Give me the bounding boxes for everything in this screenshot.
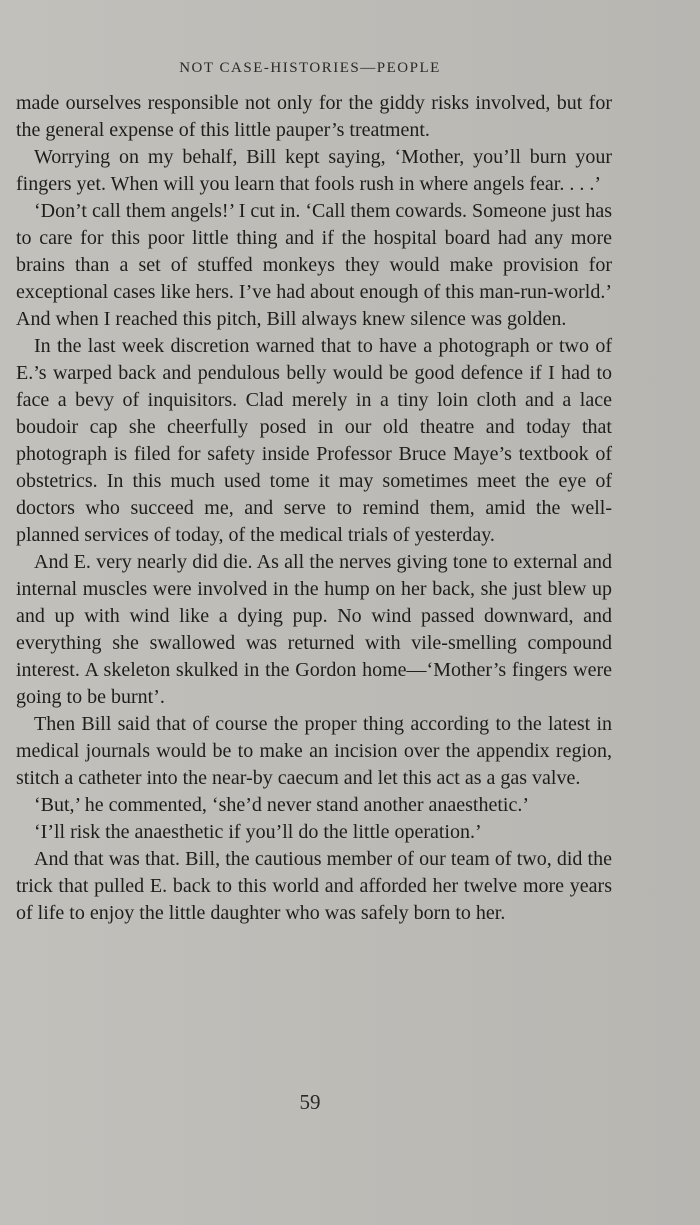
paragraph: ‘I’ll risk the anaesthetic if you’ll do the little operation.’ [34, 821, 482, 843]
paragraph-continuation: made ourselves responsible not only for the giddy risks involved, but for the general expense of this little pauper’s treatment. [16, 92, 612, 141]
body-text [16, 90, 612, 927]
paragraph: ‘Don’t call them angels!’ I cut in. ‘Call them cowards. Someone just has to care for this poor little thing and if the hospital board had any more brains than a set of stuffed monkeys they would make provision for exceptional cases like hers. I’ve had about enough of this man-run-world.’ And when I reached this pitch, Bill always knew silence was golden. [16, 200, 613, 330]
paragraph: Worrying on my behalf, Bill kept saying, ‘Mother, you’ll burn your fingers yet. When will you learn that fools rush in where angels fear. . . .’ [16, 146, 612, 195]
paragraph: In the last week discretion warned that to have a photograph or two of E.’s warped back and pendulous belly would be good defence if I had to face a bevy of inquisitors. Clad merely in a tiny loin cloth and a lace boudoir cap she cheerfully posed in our old theatre and today that photograph is filed for safety inside Professor Bruce Maye’s textbook of obstetrics. In this much used tome it may sometimes meet the eye of doctors who succeed me, and serve to remind them, amid the well-planned services of today, of the medical trials of yesterday. [16, 335, 612, 546]
paragraph: And that was that. Bill, the cautious member of our team of two, did the trick that pulled E. back to this world and afforded her twelve more years of life to enjoy the little daughter who was safely born to her. [16, 848, 612, 924]
paragraph: And E. very nearly did die. As all the nerves giving tone to external and internal muscles were involved in the hump on her back, she just blew up and up with wind like a dying pup. No wind passed downward, and everything she swallowed was returned with vile-smelling compound interest. A skeleton skulked in the Gordon home—‘Mother’s fingers were going to be burnt’. [16, 551, 612, 708]
page-number: 59 [299, 1090, 321, 1114]
paragraph: Then Bill said that of course the proper thing according to the latest in medical journals would be to make an incision over the appendix region, stitch a catheter into the near-by caecum and let this act as a gas valve. [16, 713, 612, 789]
paragraph: ‘But,’ he commented, ‘she’d never stand another anaesthetic.’ [34, 794, 529, 816]
running-head: NOT CASE-HISTORIES—PEOPLE [179, 60, 441, 76]
